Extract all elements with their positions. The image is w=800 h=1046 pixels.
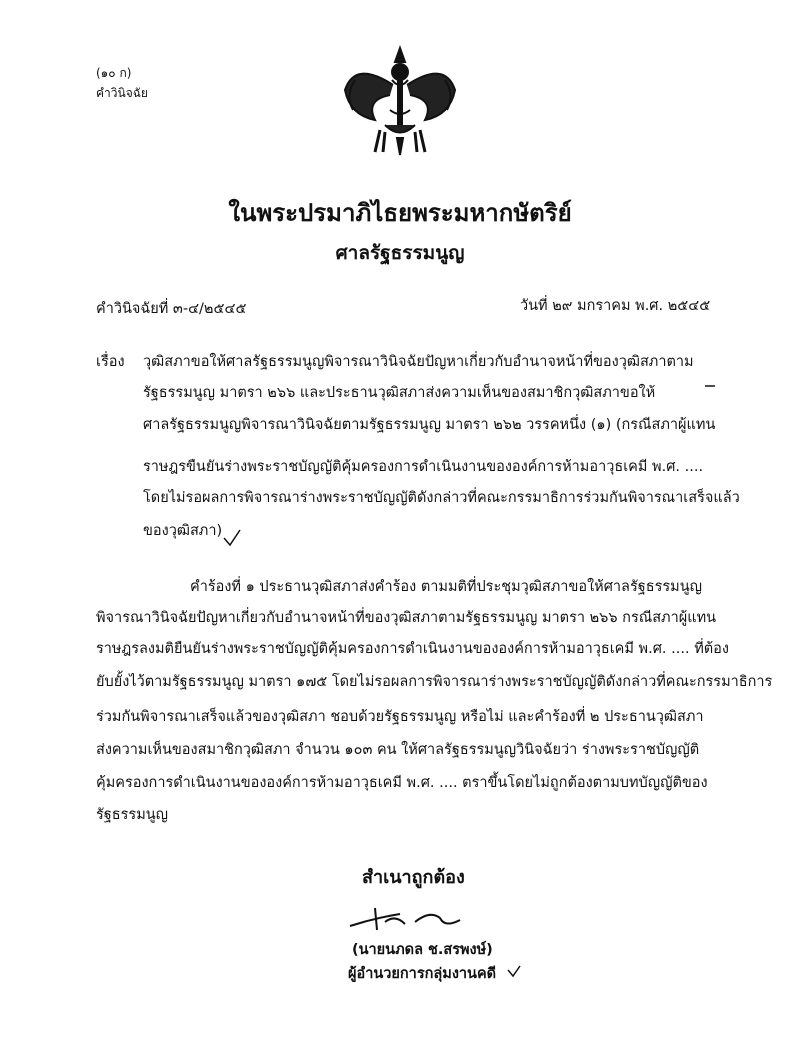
body-line: คุ้มครองการดำเนินงานขององค์การห้ามอาวุธเคมี พ.ศ. .... ตราขึ้นโดยไม่ถูกต้องตามบทบัญญัติของ bbox=[96, 775, 708, 791]
signer-name: (นายนภดล ช.สรพงษ์) bbox=[352, 942, 493, 958]
body-line: ส่งความเห็นของสมาชิกวุฒิสภา จำนวน ๑๐๓ คน ให้ศาลรัฐธรรมนูญวินิจฉัยว่า ร่างพระราชบัญญัติ bbox=[96, 742, 700, 758]
garuda-emblem-icon bbox=[335, 40, 465, 160]
signer-position: ผู้อำนวยการกลุ่มงานคดี bbox=[348, 966, 497, 982]
subject-line: วุฒิสภาขอให้ศาลรัฐธรรมนูญพิจารณาวินิจฉัยปัญหาเกี่ยวกับอำนาจหน้าที่ของวุฒิสภาตาม bbox=[143, 354, 694, 370]
subject-line: ศาลรัฐธรรมนูญพิจารณาวินิจฉัยตามรัฐธรรมนูญ มาตรา ๒๖๒ วรรคหนึ่ง (๑) (กรณีสภาผู้แทน bbox=[143, 417, 716, 433]
check-mark-icon bbox=[222, 528, 242, 548]
subject-label: เรื่อง bbox=[96, 354, 125, 370]
dash-mark-icon bbox=[704, 382, 716, 390]
ruling-date: วันที่ ๒๙ มกราคม พ.ศ. ๒๕๔๕ bbox=[520, 298, 711, 314]
doc-type: คำวินิจฉัย bbox=[96, 86, 148, 100]
certified-copy-title: สำเนาถูกต้อง bbox=[362, 867, 465, 888]
royal-heading: ในพระปรมาภิไธยพระมหากษัตริย์ bbox=[228, 199, 572, 227]
court-name: ศาลรัฐธรรมนูญ bbox=[335, 242, 465, 264]
subject-line: โดยไม่รอผลการพิจารณาร่างพระราชบัญญัติดังกล่าวที่คณะกรรมาธิการร่วมกันพิจารณาเสร็จแล้ว bbox=[143, 490, 740, 506]
subject-line: ของวุฒิสภา) bbox=[143, 523, 223, 539]
body-line: พิจารณาวินิจฉัยปัญหาเกี่ยวกับอำนาจหน้าที่ของวุฒิสภาตามรัฐธรรมนูญ มาตรา ๒๖๖ กรณีสภาผู้แทน bbox=[96, 610, 717, 626]
subject-line: ราษฎรขืนยันร่างพระราชบัญญัติคุ้มครองการดำเนินงานขององค์การห้ามอาวุธเคมี พ.ศ. .... bbox=[143, 459, 704, 475]
body-line: ยับยั้งไว้ตามรัฐธรรมนูญ มาตรา ๑๗๕ โดยไม่รอผลการพิจารณาร่างพระราชบัญญัติดังกล่าวที่คณะกรรมาธิการ bbox=[96, 674, 773, 690]
doc-code: (๑๐ ก) bbox=[96, 66, 132, 80]
body-line: ร่วมกันพิจารณาเสร็จแล้วของวุฒิสภา ชอบด้วยรัฐธรรมนูญ หรือไม่ และคำร้องที่ ๒ ประธานวุฒิสภา bbox=[96, 709, 704, 725]
check-mark-icon bbox=[506, 964, 522, 978]
body-line: ราษฎรลงมติยืนยันร่างพระราชบัญญัติคุ้มครองการดำเนินงานขององค์การห้ามอาวุธเคมี พ.ศ. .... ที่ต้อง bbox=[96, 641, 729, 657]
body-line: คำร้องที่ ๑ ประธานวุฒิสภาส่งคำร้อง ตามมติที่ประชุมวุฒิสภาขอให้ศาลรัฐธรรมนูญ bbox=[190, 579, 702, 595]
subject-line: รัฐธรรมนูญ มาตรา ๒๖๖ และประธานวุฒิสภาส่งความเห็นของสมาชิกวุฒิสภาขอให้ bbox=[143, 385, 656, 401]
body-line: รัฐธรรมนูญ bbox=[96, 807, 169, 823]
ruling-number: คำวินิจฉัยที่ ๓-๔/๒๕๔๕ bbox=[96, 301, 247, 317]
signature-icon bbox=[345, 900, 495, 936]
